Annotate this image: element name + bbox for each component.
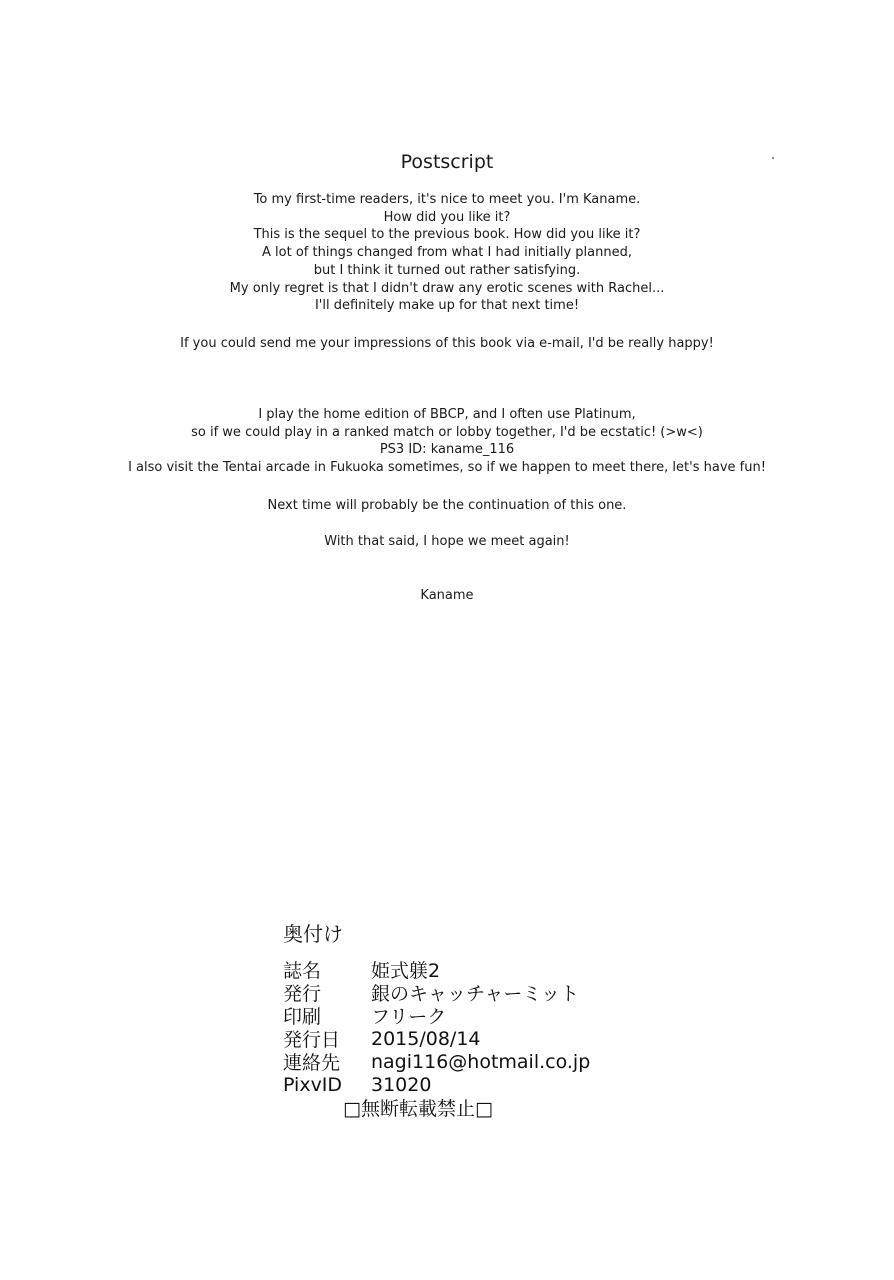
text-line: A lot of things changed from what I had initially planned, (262, 245, 632, 261)
text-line: This is the sequel to the previous book. How did you like it? (253, 227, 641, 243)
colophon-value: 銀のキャッチャーミット (371, 983, 580, 1005)
colophon (283, 920, 623, 1122)
colophon-value: 姫式躾2 (371, 960, 441, 982)
postscript-title: Postscript (400, 151, 494, 173)
scan-speck (772, 157, 774, 159)
text-line: I also visit the Tentai arcade in Fukuoka sometimes, so if we happen to meet there, let's have fun! (128, 460, 766, 476)
postscript-signature (0, 587, 894, 605)
colophon-value: 2015/08/14 (371, 1027, 481, 1050)
postscript-paragraph-farewell (0, 533, 894, 551)
colophon-row-pixiv (283, 1073, 623, 1096)
text-line: Next time will probably be the continuation of this one. (267, 498, 627, 513)
text-line: I play the home edition of BBCP, and I often use Platinum, (258, 407, 636, 422)
postscript-paragraph-feedback (0, 335, 894, 353)
colophon-key: 誌名 (283, 960, 322, 982)
colophon-value: nagi116@hotmail.co.jp (371, 1050, 591, 1073)
postscript-paragraph-greeting (0, 191, 894, 315)
text-line: To my first-time readers, it's nice to meet you. I'm Kaname. (253, 192, 641, 207)
colophon-key: 発行日 (283, 1029, 341, 1051)
text-line: I'll definitely make up for that next time! (314, 298, 580, 314)
colophon-key: 連絡先 (283, 1052, 341, 1074)
colophon-value: 31020 (371, 1073, 432, 1096)
colophon-row-title (283, 958, 623, 981)
colophon-key: PixvID (283, 1073, 343, 1096)
reprint-prohibited-notice: □無断転載禁止□ (343, 1098, 493, 1120)
colophon-key: 発行 (283, 983, 322, 1005)
colophon-title: 奥付け (283, 922, 343, 946)
text-line: but I think it turned out rather satisfying. (313, 262, 581, 278)
text-line: How did you like it? (383, 209, 511, 225)
text-line: If you could send me your impressions of this book via e-mail, I'd be really happy! (180, 336, 714, 351)
text-line: PS3 ID: kaname_116 (379, 442, 515, 458)
colophon-row-printer (283, 1004, 623, 1027)
postscript-paragraph-next (0, 497, 894, 515)
postscript-paragraph-gaming (0, 406, 894, 477)
colophon-row-contact (283, 1050, 623, 1073)
text-line: With that said, I hope we meet again! (324, 534, 570, 549)
colophon-row-date (283, 1027, 623, 1050)
text-line: My only regret is that I didn't draw any erotic scenes with Rachel... (229, 280, 665, 296)
text-line: so if we could play in a ranked match or lobby together, I'd be ecstatic! (>w<) (191, 424, 703, 440)
signature-text: Kaname (420, 588, 474, 603)
colophon-row-publisher (283, 981, 623, 1004)
colophon-value: フリーク (371, 1006, 447, 1028)
colophon-key: 印刷 (283, 1006, 322, 1028)
